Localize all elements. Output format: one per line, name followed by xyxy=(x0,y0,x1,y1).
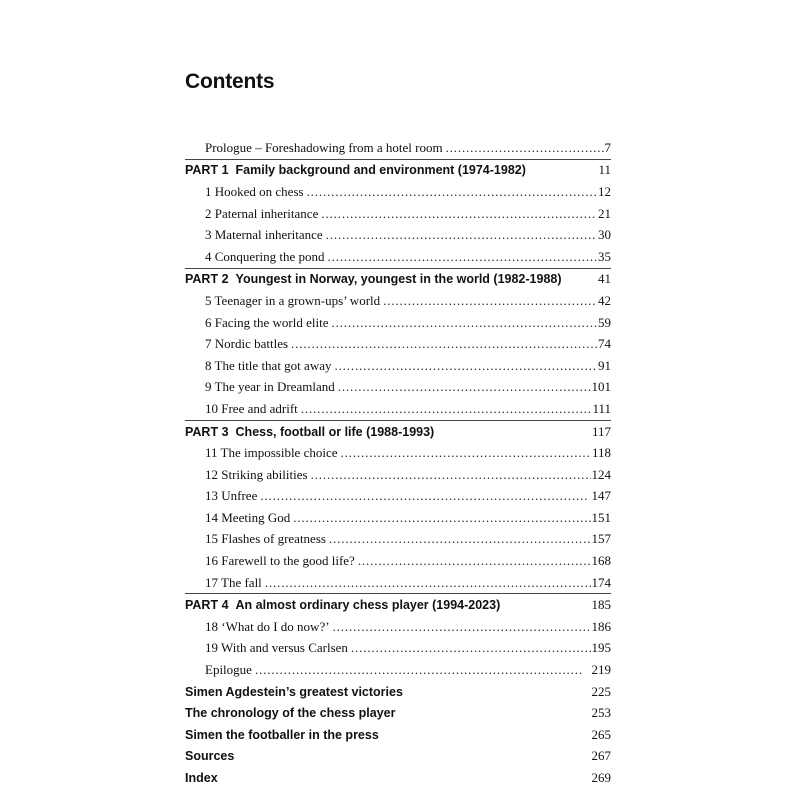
page-number: 124 xyxy=(591,466,611,482)
page-number: 41 xyxy=(598,271,611,287)
toc-back-matter-entry xyxy=(185,767,611,789)
toc-entry-chapter xyxy=(185,398,611,420)
dot-leader xyxy=(334,358,597,374)
chapter-title: 1 Hooked on chess xyxy=(205,183,304,199)
part-title: Youngest in Norway, youngest in the world (1982-1988) xyxy=(235,272,562,287)
toc-entry-chapter xyxy=(185,377,611,399)
toc-back-matter-entry xyxy=(185,724,611,746)
toc-back-matter-entry xyxy=(185,746,611,768)
chapter-title: 15 Flashes of greatness xyxy=(205,531,326,547)
page-number: 168 xyxy=(591,553,611,569)
table-of-contents xyxy=(185,137,611,789)
chapter-title: 16 Farewell to the good life? xyxy=(205,553,355,569)
toc-entry-chapter xyxy=(185,529,611,551)
chapter-title: 7 Nordic battles xyxy=(205,336,289,352)
chapter-title: 10 Free and adrift xyxy=(205,400,298,416)
page-number: 111 xyxy=(592,400,611,416)
page-title: Contents xyxy=(185,70,275,93)
toc-entry-prologue xyxy=(185,137,611,159)
toc-entry-chapter xyxy=(185,638,611,660)
page-number: 11 xyxy=(598,162,611,178)
chapter-title: 6 Facing the world elite xyxy=(205,314,329,330)
toc-entry-chapter xyxy=(185,333,611,355)
toc-entry-chapter xyxy=(185,290,611,312)
toc-entry-chapter xyxy=(185,442,611,464)
part-label: PART 1 xyxy=(185,163,229,178)
toc-part-3 xyxy=(185,420,611,443)
toc-part-2 xyxy=(185,268,611,291)
dot-leader xyxy=(326,227,597,243)
part-label: PART 3 xyxy=(185,424,229,439)
page-number: 118 xyxy=(591,445,611,461)
part-title: Chess, football or life (1988-1993) xyxy=(235,424,435,439)
toc-entry-chapter xyxy=(185,246,611,268)
chapter-title: 13 Unfree xyxy=(205,488,258,504)
page-number: 12 xyxy=(598,183,611,199)
part-label: PART 2 xyxy=(185,272,229,287)
chapter-title: 8 The title that got away xyxy=(205,357,332,373)
page-number: 42 xyxy=(598,292,611,308)
chapter-title: 14 Meeting God xyxy=(205,509,291,525)
toc-entry-chapter xyxy=(185,572,611,594)
page-number: 174 xyxy=(591,574,611,590)
toc-entry-chapter xyxy=(185,181,611,203)
toc-entry-chapter xyxy=(185,486,611,508)
page-number: 157 xyxy=(591,531,611,547)
dot-leader xyxy=(446,140,604,156)
toc-back-matter-entry xyxy=(185,681,611,703)
chapter-title: 5 Teenager in a grown-ups’ world xyxy=(205,292,381,308)
section-title: Simen Agdestein’s greatest victories xyxy=(185,684,403,699)
page-number: 265 xyxy=(591,726,611,742)
page-number: 59 xyxy=(598,314,611,330)
part-label: PART 4 xyxy=(185,598,229,613)
chapter-title: 18 ‘What do I do now?’ xyxy=(205,618,330,634)
dot-leader xyxy=(255,662,591,678)
dot-leader xyxy=(331,315,597,331)
page-number: 35 xyxy=(598,248,611,264)
toc-back-matter-entry xyxy=(185,702,611,724)
page-number: 21 xyxy=(598,205,611,221)
toc-entry-chapter xyxy=(185,616,611,638)
part-title: Family background and environment (1974-1982) xyxy=(235,163,526,178)
page-number: 151 xyxy=(591,509,611,525)
chapter-title: 11 The impossible choice xyxy=(205,445,338,461)
toc-entry-chapter xyxy=(185,355,611,377)
toc-entry-chapter xyxy=(185,659,611,681)
chapter-title: 4 Conquering the pond xyxy=(205,248,325,264)
chapter-title: 2 Paternal inheritance xyxy=(205,205,319,221)
dot-leader xyxy=(321,206,597,222)
dot-leader xyxy=(341,445,591,461)
page-number: 219 xyxy=(591,662,611,678)
toc-part-1 xyxy=(185,159,611,182)
chapter-title: 19 With and versus Carlsen xyxy=(205,640,348,656)
dot-leader xyxy=(351,640,591,656)
toc-entry-chapter xyxy=(185,507,611,529)
dot-leader xyxy=(328,249,597,265)
chapter-title: 17 The fall xyxy=(205,574,262,590)
dot-leader xyxy=(301,401,592,417)
dot-leader xyxy=(293,510,590,526)
toc-entry-chapter xyxy=(185,312,611,334)
toc-entry-chapter xyxy=(185,464,611,486)
toc-entry-chapter xyxy=(185,203,611,225)
page-number: 7 xyxy=(604,139,611,155)
section-title: Sources xyxy=(185,749,235,764)
page-number: 147 xyxy=(591,488,611,504)
section-title: Simen the footballer in the press xyxy=(185,727,379,742)
dot-leader xyxy=(358,553,591,569)
dot-leader xyxy=(329,531,591,547)
dot-leader xyxy=(333,619,591,635)
dot-leader xyxy=(383,293,597,309)
chapter-title: 12 Striking abilities xyxy=(205,466,308,482)
page-number: 101 xyxy=(591,379,611,395)
toc-entry-chapter xyxy=(185,550,611,572)
chapter-title: Prologue – Foreshadowing from a hotel room xyxy=(205,139,443,155)
section-title: The chronology of the chess player xyxy=(185,706,396,721)
section-title: Index xyxy=(185,771,218,786)
chapter-title: 3 Maternal inheritance xyxy=(205,227,323,243)
chapter-title: 9 The year in Dreamland xyxy=(205,379,335,395)
dot-leader xyxy=(338,379,591,395)
toc-entry-chapter xyxy=(185,224,611,246)
page-number: 185 xyxy=(591,597,611,613)
page-number: 195 xyxy=(591,640,611,656)
chapter-title: Epilogue xyxy=(205,662,252,678)
dot-leader xyxy=(307,184,597,200)
contents-page xyxy=(185,0,611,800)
dot-leader xyxy=(311,467,591,483)
page-number: 225 xyxy=(591,683,611,699)
page-number: 253 xyxy=(591,705,611,721)
page-number: 117 xyxy=(591,423,611,439)
page-number: 74 xyxy=(598,336,611,352)
toc-part-4 xyxy=(185,593,611,616)
page-number: 269 xyxy=(591,770,611,786)
part-title: An almost ordinary chess player (1994-2023) xyxy=(235,598,501,613)
page-number: 267 xyxy=(591,748,611,764)
page-number: 91 xyxy=(598,357,611,373)
page-number: 30 xyxy=(598,227,611,243)
page-number: 186 xyxy=(591,618,611,634)
dot-leader xyxy=(291,336,597,352)
dot-leader xyxy=(260,488,590,504)
dot-leader xyxy=(265,575,591,591)
